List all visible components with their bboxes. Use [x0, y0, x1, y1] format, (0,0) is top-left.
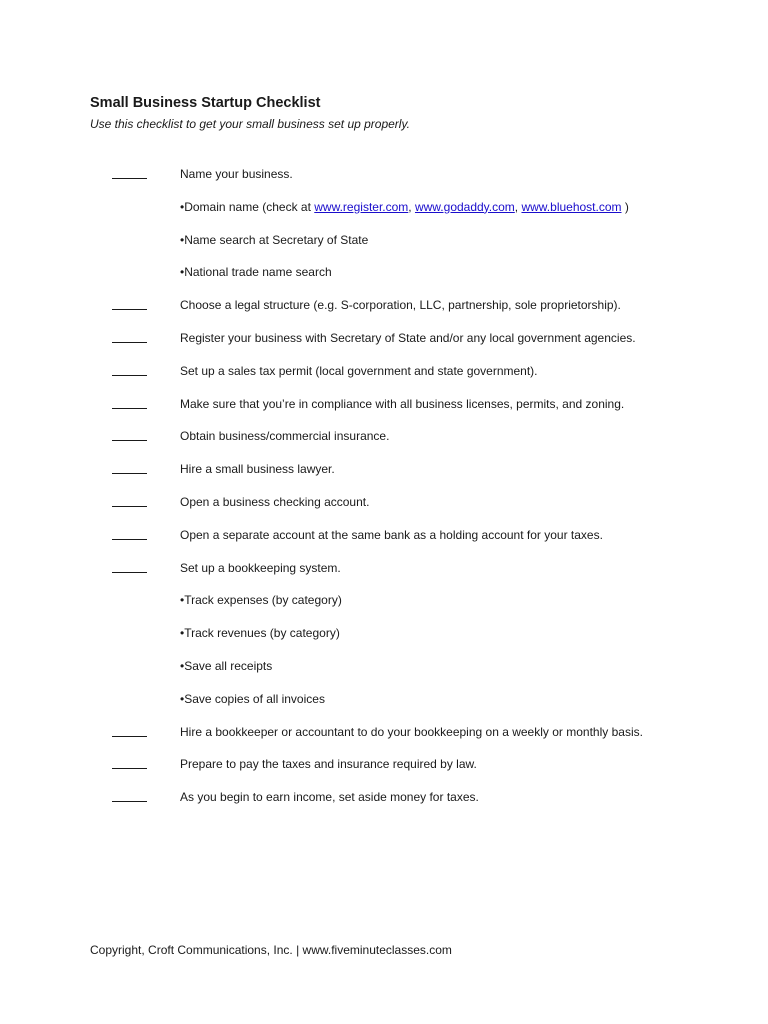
checklist-item	[0, 330, 768, 363]
checklist-subitem	[0, 658, 768, 691]
checklist-subitem	[0, 592, 768, 625]
checklist-item-text	[180, 724, 643, 740]
item-text: •Save all receipts	[180, 658, 273, 673]
item-text: •Track expenses (by category)	[180, 593, 342, 608]
checklist-item-text	[180, 691, 325, 707]
checklist-item	[0, 724, 768, 757]
check-blank-line	[112, 506, 147, 507]
checklist-subitem	[0, 625, 768, 658]
item-text: Obtain business/commercial insurance.	[180, 429, 390, 444]
checklist-item-text	[180, 199, 629, 215]
checklist-subitem	[0, 232, 768, 265]
item-text: •National trade name search	[180, 265, 332, 280]
item-text: •Save copies of all invoices	[180, 691, 325, 706]
check-blank-line	[112, 539, 147, 540]
item-text: •Domain name (check at	[180, 199, 315, 214]
domain-link[interactable]: www.bluehost.com	[521, 199, 622, 214]
item-text: Register your business with Secretary of State and/or any local government agencies.	[180, 330, 636, 345]
item-text: As you begin to earn income, set aside money for taxes.	[180, 790, 479, 805]
page-subtitle: Use this checklist to get your small business set up properly.	[90, 117, 410, 131]
checklist-item	[0, 297, 768, 330]
checklist-item-text	[180, 494, 369, 510]
item-text: •Track revenues (by category)	[180, 626, 340, 641]
checklist-item-text	[180, 428, 389, 444]
domain-link[interactable]: www.godaddy.com	[414, 199, 515, 214]
checklist-item-text	[180, 264, 332, 280]
checklist-item-text	[180, 756, 477, 772]
check-blank-line	[112, 768, 147, 769]
check-blank-line	[112, 178, 147, 179]
checklist	[0, 166, 768, 822]
check-blank-line	[112, 375, 147, 376]
checklist-item-text	[180, 232, 368, 248]
checklist-item	[0, 396, 768, 429]
checklist-item	[0, 560, 768, 593]
check-blank-line	[112, 572, 147, 573]
checklist-item-text	[180, 330, 636, 346]
item-text: Choose a legal structure (e.g. S-corporation, LLC, partnership, sole proprietorship).	[180, 298, 621, 313]
item-suffix: )	[621, 199, 629, 214]
checklist-item-text	[180, 396, 624, 412]
page-footer: Copyright, Croft Communications, Inc. | www.fiveminuteclasses.com	[90, 943, 452, 957]
item-text: Set up a bookkeeping system.	[180, 560, 341, 575]
item-text: Name your business.	[180, 167, 293, 181]
checklist-item	[0, 527, 768, 560]
checklist-item-text	[180, 789, 479, 805]
checklist-subitem	[0, 264, 768, 297]
checklist-subitem	[0, 199, 768, 232]
checklist-item-text	[180, 166, 293, 182]
check-blank-line	[112, 473, 147, 474]
item-text: Hire a small business lawyer.	[180, 462, 335, 477]
checklist-item-text	[180, 592, 342, 608]
check-blank-line	[112, 440, 147, 441]
item-text: Make sure that you’re in compliance with all business licenses, permits, and zoning.	[180, 396, 625, 411]
checklist-item-text	[180, 560, 341, 576]
checklist-item-text	[180, 658, 272, 674]
check-blank-line	[112, 801, 147, 802]
item-text: •Name search at Secretary of State	[180, 232, 369, 247]
checklist-item-text	[180, 625, 340, 641]
check-blank-line	[112, 736, 147, 737]
domain-link[interactable]: www.register.com	[314, 199, 409, 214]
check-blank-line	[112, 309, 147, 310]
page-title: Small Business Startup Checklist	[90, 95, 321, 111]
checklist-subitem	[0, 691, 768, 724]
item-text: Open a business checking account.	[180, 494, 370, 509]
item-text: Prepare to pay the taxes and insurance required by law.	[180, 757, 477, 772]
checklist-item	[0, 461, 768, 494]
link-separator: ,	[408, 199, 415, 214]
checklist-item	[0, 428, 768, 461]
item-text: Set up a sales tax permit (local government and state government).	[180, 363, 538, 378]
checklist-item-text	[180, 297, 621, 313]
item-text: Open a separate account at the same bank as a holding account for your taxes.	[180, 527, 603, 542]
checklist-item-text	[180, 363, 538, 379]
checklist-item	[0, 363, 768, 396]
item-text: Hire a bookkeeper or accountant to do your bookkeeping on a weekly or monthly basis.	[180, 724, 643, 739]
link-separator: ,	[514, 199, 522, 214]
checklist-item-text	[180, 527, 603, 543]
check-blank-line	[112, 342, 147, 343]
checklist-item	[0, 494, 768, 527]
checklist-item	[0, 756, 768, 789]
checklist-item-text	[180, 461, 335, 477]
checklist-item	[0, 789, 768, 822]
check-blank-line	[112, 408, 147, 409]
checklist-item	[0, 166, 768, 199]
